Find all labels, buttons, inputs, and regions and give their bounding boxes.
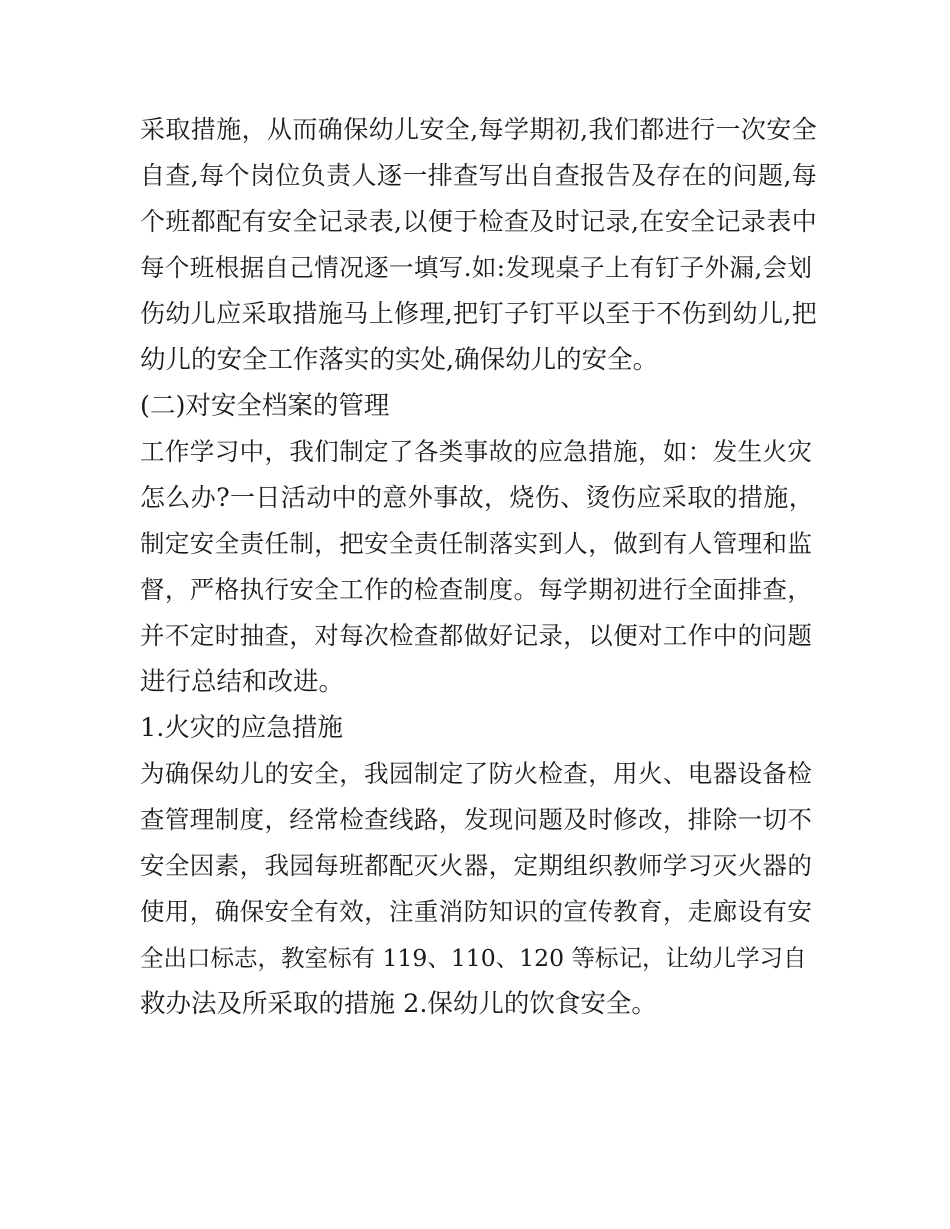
text-line: 使用，确保安全有效，注重消防知识的宣传教育，走廊设有安 (140, 897, 813, 926)
section-heading: (二)对安全档案的管理 (140, 391, 390, 421)
text-line: 督，严格执行安全工作的检查制度。每学期初进行全面排查， (140, 575, 813, 604)
text-line: 全出口标志，教室标有 119、110、120 等标记，让幼儿学习自 (140, 944, 807, 972)
text-line: 为确保幼儿的安全，我园制定了防火检查，用火、电器设备检 (140, 759, 813, 788)
text-line: 每个班根据自己情况逐一填写.如:发现桌子上有钉子外漏,会划 (140, 253, 813, 282)
text-line: 怎么办?一日活动中的意外事故，烧伤、烫伤应采取的措施， (140, 483, 815, 512)
text-line: 采取措施，从而确保幼儿安全,每学期初,我们都进行一次安全 (140, 115, 818, 144)
text-line: 个班都配有安全记录表,以便于检查及时记录,在安全记录表中 (140, 207, 818, 236)
subsection-heading: 1.火灾的应急措施 (140, 713, 343, 743)
text-line: 安全因素，我园每班都配灭火器，定期组织教师学习灭火器的 (140, 851, 813, 880)
text-line: 查管理制度，经常检查线路，发现问题及时修改，排除一切不 (140, 805, 813, 834)
text-line: 幼儿的安全工作落实的实处,确保幼儿的安全。 (140, 345, 659, 375)
text-line: 救办法及所采取的措施 2.保幼儿的饮食安全。 (140, 989, 657, 1019)
text-line: 进行总结和改进。 (140, 667, 345, 697)
document-body (140, 107, 820, 1027)
text-line: 工作学习中，我们制定了各类事故的应急措施，如：发生火灾 (140, 437, 813, 466)
text-line: 自查,每个岗位负责人逐一排查写出自查报告及存在的问题,每 (140, 161, 818, 190)
text-line: 伤幼儿应采取措施马上修理,把钉子钉平以至于不伤到幼儿,把 (140, 299, 818, 328)
text-line: 制定安全责任制，把安全责任制落实到人，做到有人管理和监 (140, 529, 813, 558)
text-line: 并不定时抽查，对每次检查都做好记录，以便对工作中的问题 (140, 621, 813, 650)
